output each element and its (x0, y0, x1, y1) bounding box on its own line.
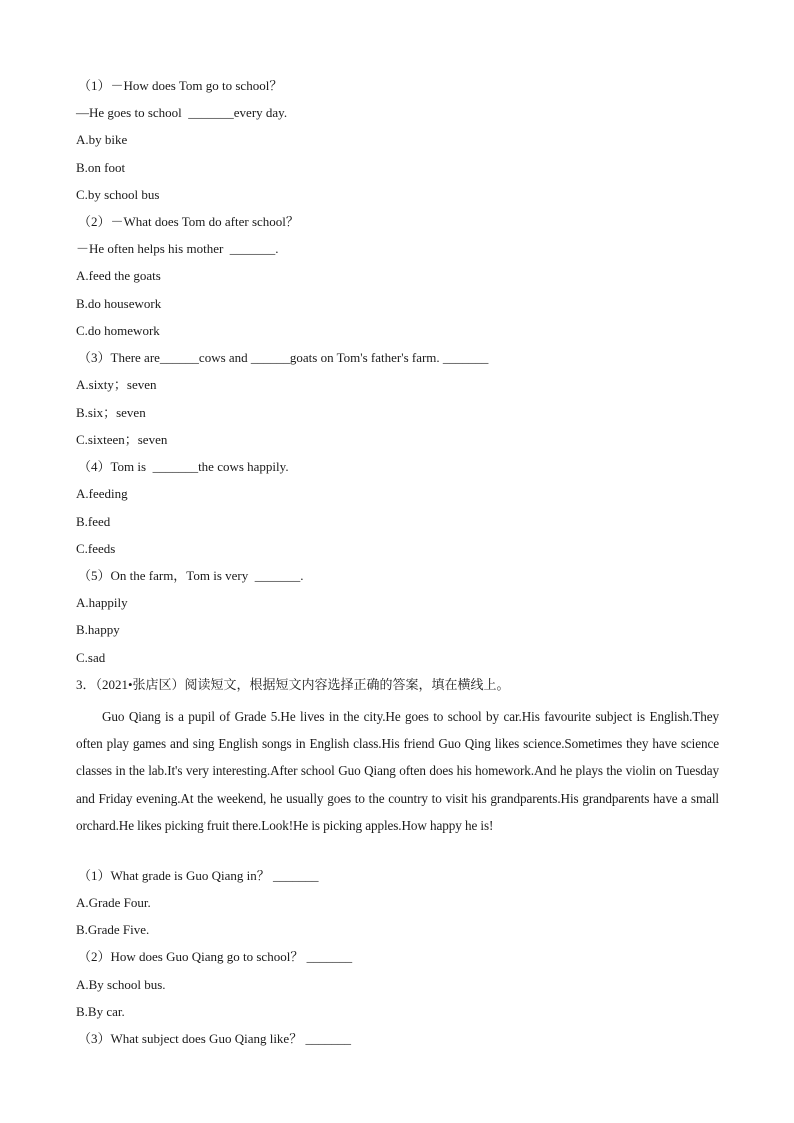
option-2c: C.do homework (76, 323, 160, 338)
question-2-answer-line: －He often helps his mother _______. (76, 241, 279, 256)
question-4-prompt: （4）Tom is _______the cows happily. (78, 459, 289, 474)
reading-passage: Guo Qiang is a pupil of Grade 5.He lives in the city.He goes to school by car.His favourite subject is English.They often play games and sing English songs in English class.His friend Guo Qing likes science.Sometimes they have science classes in the lab.It's very interesting.After school Guo Qiang often does his homework.And he plays the violin on Tuesday and Friday evening.At the weekend, he usually goes to the country to visit his grandparents.His grandparents have a small orchard.He likes picking fruit there.Look!He is picking apples.How happy he is! (76, 709, 719, 833)
question-1-prompt: （1）－How does Tom go to school？ (78, 78, 283, 93)
option-1b: B.on foot (76, 160, 126, 175)
option-4b: B.feed (76, 514, 111, 529)
question-3-prompt: （3）There are______cows and ______goats on Tom's father's farm. _______ (78, 350, 489, 365)
passage-question-1: （1）What grade is Guo Qiang in？ _______ (78, 868, 319, 883)
option-2b: B.do housework (76, 296, 162, 311)
passage-option-1b: B.Grade Five. (76, 922, 150, 937)
option-5b: B.happy (76, 622, 120, 637)
option-5c: C.sad (76, 650, 106, 665)
option-5a: A.happily (76, 595, 128, 610)
question-1-answer-line: —He goes to school _______every day. (76, 105, 288, 120)
option-2a: A.feed the goats (76, 268, 161, 283)
question-5-prompt: （5）On the farm，Tom is very _______. (78, 568, 304, 583)
passage-option-1a: A.Grade Four. (76, 895, 151, 910)
passage-question-3: （3）What subject does Guo Qiang like？ _______ (78, 1031, 351, 1046)
question-2-prompt: （2）－What does Tom do after school？ (78, 214, 299, 229)
section-3-heading: 3．（2021•张店区）阅读短文，根据短文内容选择正确的答案，填在横线上。 (76, 677, 510, 692)
option-3c: C.sixteen；seven (76, 432, 168, 447)
option-1a: A.by bike (76, 132, 128, 147)
option-3a: A.sixty；seven (76, 377, 157, 392)
passage-option-2a: A.By school bus. (76, 977, 166, 992)
option-1c: C.by school bus (76, 187, 160, 202)
option-3b: B.six；seven (76, 405, 146, 420)
option-4c: C.feeds (76, 541, 116, 556)
option-4a: A.feeding (76, 486, 128, 501)
passage-option-2b: B.By car. (76, 1004, 125, 1019)
passage-question-2: （2）How does Guo Qiang go to school？ _______ (78, 949, 353, 964)
